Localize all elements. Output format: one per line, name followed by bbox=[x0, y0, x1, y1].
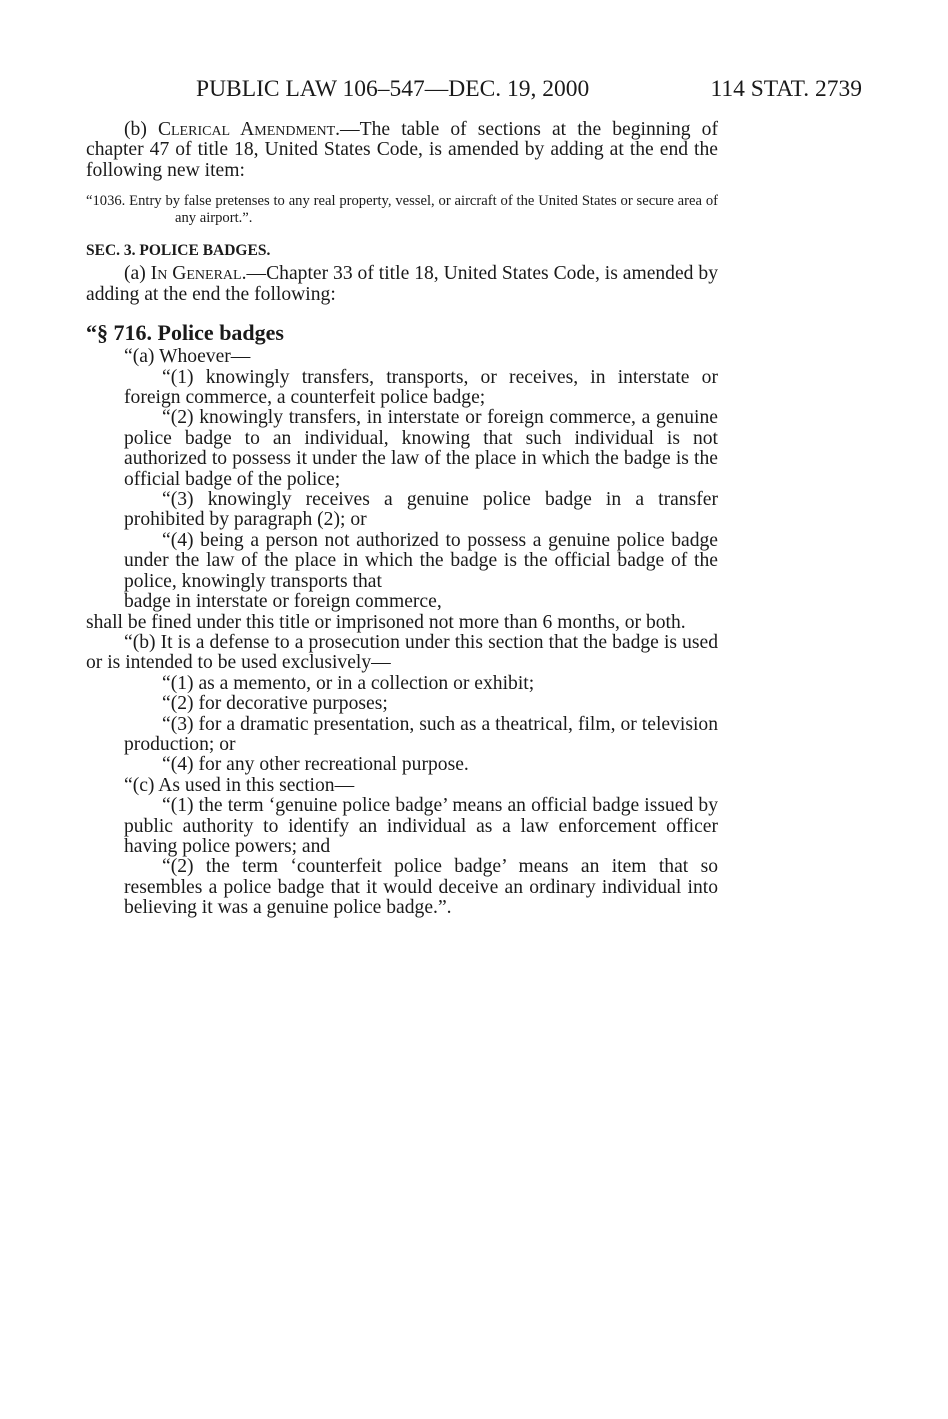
subsection-c-paragraph-2: “(2) the term ‘counterfeit police badge’ means an item that so resembles a police badge that it would deceive an ordinary individual into believing it was a genuine police badge.”. bbox=[124, 856, 718, 919]
subsection-c-paragraph-1: “(1) the term ‘genuine police badge’ means an official badge issued by public authority to identify an individual as a law enforcement officer having police powers; and bbox=[124, 795, 718, 857]
public-law-citation: PUBLIC LAW 106–547—DEC. 19, 2000 bbox=[196, 76, 590, 102]
section-716-heading: “§ 716. Police badges bbox=[86, 320, 284, 346]
in-general-label: (a) bbox=[124, 263, 151, 285]
document-body bbox=[86, 120, 718, 919]
in-general-paragraph bbox=[86, 264, 718, 305]
subsection-a-paragraph-1: “(1) knowingly transfers, transports, or receives, in interstate or foreign commerce, a counterfeit police badge; bbox=[124, 366, 718, 409]
clerical-amendment-label: (b) bbox=[124, 119, 158, 140]
subsection-a-paragraph-2: “(2) knowingly transfers, in interstate or foreign commerce, a genuine police badge to an individual, knowing that such individual is not authorized to possess it under the law of the place in which the badge is the official badge of the police; bbox=[124, 407, 718, 490]
subsection-b-paragraph-3: “(3) for a dramatic presentation, such as a theatrical, film, or television production; or bbox=[124, 713, 718, 755]
in-general-text: —Chapter 33 of title 18, United States Code, is amended by adding at the end the following: bbox=[86, 263, 718, 305]
subsection-a-paragraph-3: “(3) knowingly receives a genuine police badge in a transfer prohibited by paragraph (2); or bbox=[124, 489, 718, 531]
subsection-b-paragraph-4: “(4) for any other recreational purpose. bbox=[162, 754, 469, 776]
subsection-c-intro: “(c) As used in this section— bbox=[124, 774, 355, 796]
subsection-a-paragraph-4-continued: badge in interstate or foreign commerce, bbox=[124, 591, 442, 613]
section-3-heading: SEC. 3. POLICE BADGES. bbox=[86, 242, 271, 260]
subsection-b-paragraph-1: “(1) as a memento, or in a collection or exhibit; bbox=[162, 672, 535, 694]
subsection-a-penalty: shall be fined under this title or imprisoned not more than 6 months, or both. bbox=[86, 611, 686, 633]
subsection-a-intro: “(a) Whoever— bbox=[124, 346, 251, 368]
subsection-b-intro: “(b) It is a defense to a prosecution under this section that the badge is used or is intended to be used exclusively— bbox=[86, 631, 718, 674]
clerical-amendment-heading: Clerical Amendment. bbox=[157, 119, 341, 140]
clerical-amendment-text: —The table of sections at the beginning of chapter 47 of title 18, United States Code, is amended by adding at the end the following new item: bbox=[86, 119, 718, 181]
clerical-amendment-paragraph bbox=[86, 120, 718, 181]
subsection-a-paragraph-4: “(4) being a person not authorized to possess a genuine police badge under the law of the place in which the badge is the official badge of the police, knowingly transports that bbox=[124, 529, 718, 592]
in-general-heading: In General. bbox=[150, 263, 247, 285]
statutes-page-number: 114 STAT. 2739 bbox=[710, 76, 862, 102]
subsection-b-paragraph-2: “(2) for decorative purposes; bbox=[162, 693, 388, 715]
table-of-sections-item: “1036. Entry by false pretenses to any real property, vessel, or aircraft of the United States or secure area of any airport.”. bbox=[86, 193, 718, 226]
running-header bbox=[0, 74, 948, 104]
